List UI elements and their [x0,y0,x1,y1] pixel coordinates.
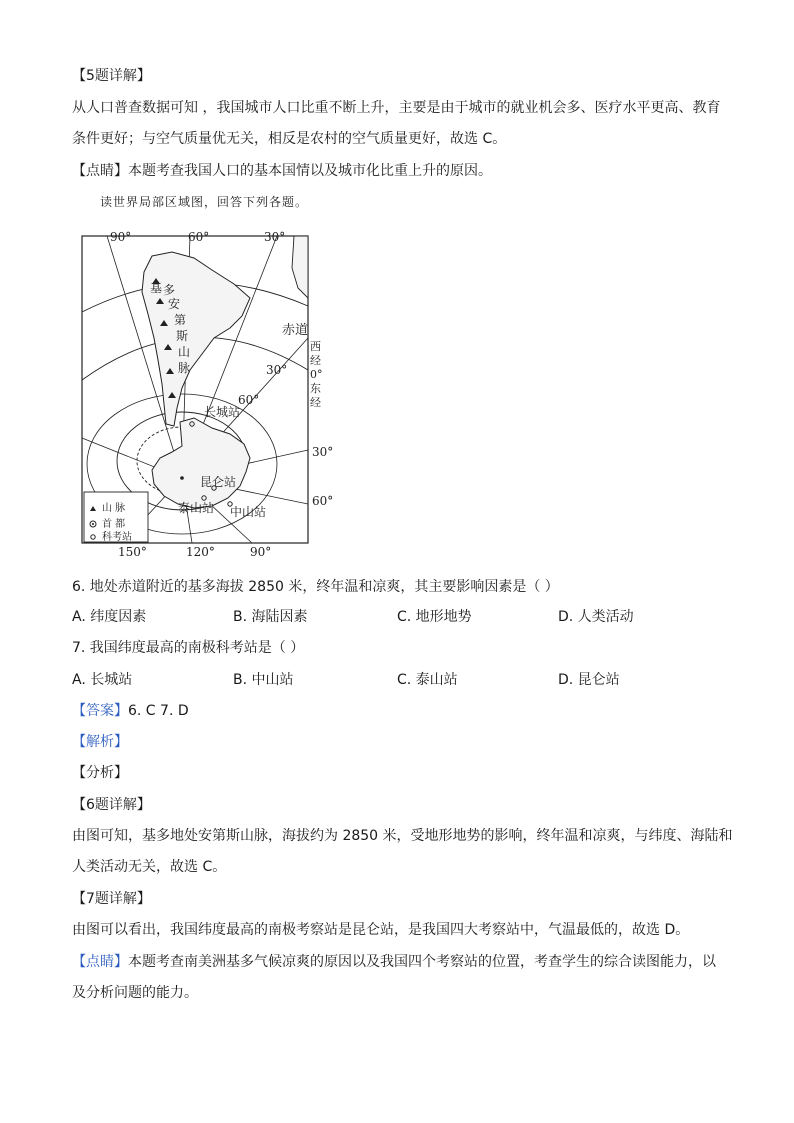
svg-text:0°: 0° [310,368,323,381]
q7-option-b: B. 中山站 [233,672,294,688]
map-figure [82,228,334,568]
africa-edge [292,236,308,298]
q7-text-line-1: 由图可以看出，我国纬度最高的南极考察站是昆仑站，是我国四大考察站中，气温最低的，故选 D。 [72,922,690,938]
q6-options [72,607,732,627]
comment-1: 【点睛】本题考查我国人口的基本国情以及城市化比重上升的原因。 [72,163,492,179]
q7-stem: 7. 我国纬度最高的南极科考站是（ ） [72,640,305,656]
comment-2-line-2: 及分析问题的能力。 [72,985,198,1001]
lon-label-90-bottom: 90° [250,545,272,559]
q6-option-d: D. 人类活动 [558,609,634,625]
legend-capital: 首 都 [102,519,126,530]
svg-text:基: 基 [150,281,163,295]
svg-text:西: 西 [310,340,321,353]
south-pole-dot [180,476,184,480]
legend-station: 科考站 [102,532,132,543]
q7-options [72,670,732,690]
comment-2-text: 本题考查南美洲基多气候凉爽的原因以及我国四个考察站的位置，考查学生的综合读图能力，以 [128,954,716,970]
svg-text:第: 第 [174,313,187,327]
equator-label: 赤道 [282,323,309,338]
q6-text-line-2: 人类活动无关，故选 C。 [72,859,227,875]
svg-text:安: 安 [168,297,181,311]
q6-option-c: C. 地形地势 [397,609,472,625]
antarctica-shape [152,418,250,508]
svg-text:东: 东 [310,382,321,395]
comment-2-label: 【点睛】 [72,954,128,970]
answer-value: 6. C 7. D [128,703,189,719]
lon-label-120: 120° [186,545,215,559]
legend-mountain: 山 脉 [102,503,126,514]
svg-text:多: 多 [163,283,176,297]
q7-option-a: A. 长城站 [72,672,133,688]
svg-text:经: 经 [310,396,321,409]
q7-option-c: C. 泰山站 [397,672,458,688]
q7-heading: 【7题详解】 [72,891,151,907]
lon-label-30: 30° [264,230,286,244]
q6-text-line-1: 由图可知，基多地处安第斯山脉，海拔约为 2850 米，受地形地势的影响，终年温和凉爽，与纬度、海陆和 [72,828,733,844]
fenxi-label: 【分析】 [72,765,128,781]
kunlun-label: 昆仑站 [200,475,237,489]
svg-text:斯: 斯 [176,329,189,343]
lon-label-60: 60° [188,230,210,244]
comment-2 [72,952,716,972]
q5-heading: 【5题详解】 [72,68,151,84]
meridian-label [310,340,323,409]
lat-30-right-label: 30° [312,445,334,459]
svg-text:脉: 脉 [178,361,191,375]
q6-stem: 6. 地处赤道附近的基多海拔 2850 米，终年温和凉爽，其主要影响因素是（ ） [72,579,559,595]
lon-label-150: 150° [118,545,147,559]
lat-30-inner-label: 30° [266,363,288,377]
q7-option-d: D. 昆仑站 [558,672,620,688]
q5-text-line-2: 条件更好；与空气质量优无关，相反是农村的空气质量更好，故选 C。 [72,131,507,147]
q6-option-a: A. 纬度因素 [72,609,147,625]
lat-60-inner-label: 60° [238,393,260,407]
taishan-label: 泰山站 [178,501,215,515]
q6-option-b: B. 海陆因素 [233,609,308,625]
zhongshan-label: 中山站 [230,505,267,519]
changcheng-label: 长城站 [204,405,241,419]
q5-text-line-1: 从人口普查数据可知 ，我国城市人口比重不断上升，主要是由于城市的就业机会多、医疗水平更高、教育 [72,100,721,116]
lon-label-90: 90° [110,230,132,244]
analysis-label: 【解析】 [72,734,128,750]
lat-60-right-label: 60° [312,494,334,508]
answer-label: 【答案】 [72,703,128,719]
svg-text:经: 经 [310,354,321,367]
q6-heading: 【6题详解】 [72,797,151,813]
map-prompt: 读世界局部区域图，回答下列各题。 [100,195,309,209]
svg-text:山: 山 [178,345,191,359]
answer-line [72,701,189,721]
